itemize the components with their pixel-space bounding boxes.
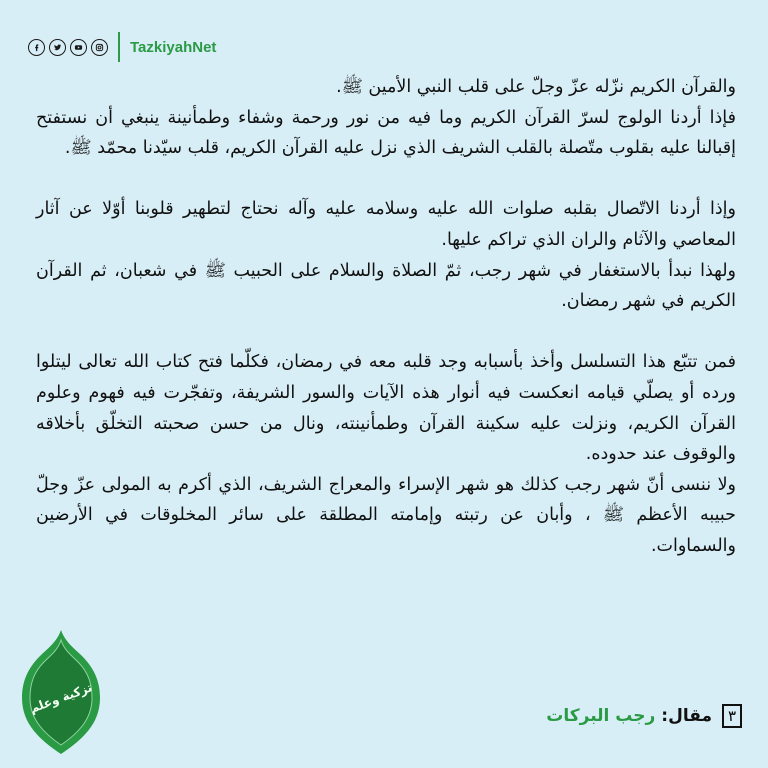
paragraph-gap xyxy=(36,164,736,195)
paragraph: فإذا أردنا الولوج لسرّ القرآن الكريم وما فيه من نور ورحمة وشفاء وطمأنينة ينبغي أن نستفتح إقبالنا عليه بقلوب متّصلة بالقلب الشريف الذي نزل عليه القرآن الكريم، قلب سيّدنا محمّد ﷺ. xyxy=(36,107,736,159)
brand-logo xyxy=(20,628,102,756)
paragraph: وإذا أردنا الاتّصال بقلبه صلوات الله عليه وسلامه عليه وآله نحتاج لتطهير قلوبنا أوّلا عن آثار المعاصي والآثام والران الذي تراكم عليها. xyxy=(36,199,736,250)
header-divider xyxy=(118,32,120,62)
paragraph: فمن تتبّع هذا التسلسل وأخذ بأسبابه وجد قلبه معه في رمضان، فكلّما فتح كتاب الله تعالى ليتلوا ورده أو يصلّي قيامه انعكست فيه أنوار هذه الآيات والسور الشريفة، وتفجّرت فيه فهوم وعلوم القرآن الكريم، ونزلت عليه سكينة القرآن وطمأنينته، ونال من حسن صحبته التخلّق بأخلاقه والوقوف عند حدوده. xyxy=(36,352,736,465)
paragraph: والقرآن الكريم نزّله عزّ وجلّ على قلب النبي الأمين ﷺ. xyxy=(336,77,736,97)
instagram-icon[interactable] xyxy=(91,39,108,56)
site-name[interactable]: TazkiyahNet xyxy=(130,38,217,56)
page-number: ٣ xyxy=(722,704,742,728)
logo-text: تزكية وعلم xyxy=(27,680,95,716)
youtube-icon[interactable] xyxy=(70,39,87,56)
paragraph-gap xyxy=(36,317,736,348)
social-links xyxy=(28,39,108,56)
paragraph: ولهذا نبدأ بالاستغفار في شهر رجب، ثمّ الصلاة والسلام على الحبيب ﷺ في شعبان، ثم القرآن الكريم في شهر رمضان. xyxy=(36,260,736,312)
facebook-icon[interactable] xyxy=(28,39,45,56)
header xyxy=(28,32,216,62)
twitter-icon[interactable] xyxy=(49,39,66,56)
article-label: مقال: xyxy=(661,706,712,726)
article-footer xyxy=(546,704,742,728)
paragraph: ولا ننسى أنّ شهر رجب كذلك هو شهر الإسراء والمعراج الشريف، الذي أكرم به المولى عزّ وجلّ حبيبه الأعظم ﷺ ، وأبان عن رتبته وإمامته المطلقة على سائر المخلوقات في الأرضين والسماوات. xyxy=(36,474,736,556)
article-title: رجب البركات xyxy=(546,706,656,726)
article-body xyxy=(36,72,736,562)
